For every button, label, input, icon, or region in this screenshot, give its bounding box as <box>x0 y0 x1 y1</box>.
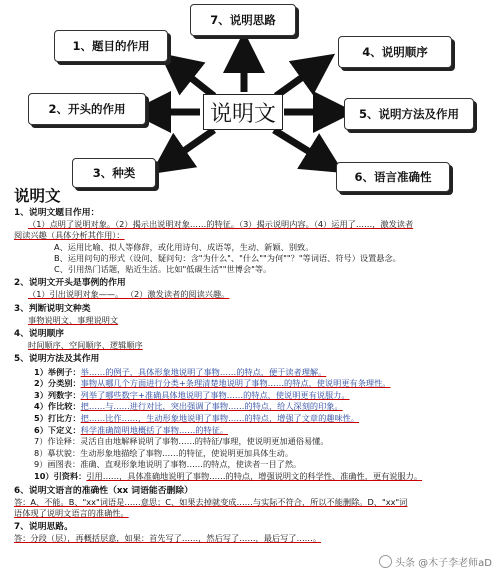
method-row <box>14 390 488 402</box>
method-label: 5）打比方： <box>34 413 81 424</box>
node-opening-function: 2、开头的作用 <box>28 93 146 125</box>
watermark-text: 头条 @木子李老师aD <box>394 558 492 569</box>
method-row <box>14 448 488 460</box>
node-title-function: 1、题目的作用 <box>54 30 168 62</box>
section-4-line: 时间顺序、空间顺序、逻辑顺序 <box>28 340 143 351</box>
node-thinking: 7、说明思路 <box>190 4 296 36</box>
method-label: 2）分类别： <box>34 378 81 389</box>
method-label: 1）举例子： <box>34 366 81 377</box>
section-1-line: （1）点明了说明对象。（2）揭示出说明对象……的特征。（3）揭示说明内容。（4）运用了……，激发读者 <box>28 219 414 230</box>
section-6-line: 答：A、不能。B、"xx"词语是……意思；C、如果去掉就变成……与实际不符合，所以不能删除。D、"xx"词 <box>14 496 408 507</box>
section-1-item-b: B、运用问句的形式（设问、疑问句：含"为什么"、"什么""为何""？"等词语、符号）设置悬念。 <box>54 252 401 263</box>
section-6-heading: 6、说明文语言的准确性（xx 词语能否删除） <box>14 485 193 496</box>
section-6-line: 语体现了说明文语言的准确性。 <box>14 507 129 518</box>
method-row <box>14 459 488 471</box>
method-label: 8）摹状貌： <box>34 447 81 458</box>
section-1-line: 阅读兴趣（具体分析其作用）： <box>14 230 125 241</box>
section-2-heading: 2、说明文开头是事例的作用 <box>14 278 126 289</box>
method-row <box>14 413 488 425</box>
method-text: 生动形象地描绘了事物……的特征，使说明更加具体生动。 <box>80 447 294 458</box>
section-7-line: 答：分段（层），再概括层意，如果：首先写了……，然后写了……，最后写了……。 <box>14 533 322 544</box>
method-label: 7）作诠释： <box>34 436 81 447</box>
arrow-down-left <box>168 130 214 162</box>
method-row <box>14 401 488 413</box>
method-label: 6）下定义： <box>34 424 81 435</box>
method-row <box>14 425 488 437</box>
method-row <box>14 367 488 379</box>
method-row <box>14 378 488 390</box>
section-1-item-c: C、引用热门话题，贴近生活。比如"低碳生活""世博会"等。 <box>54 264 272 275</box>
method-row <box>14 436 488 448</box>
arrow-up-right <box>276 66 318 96</box>
method-text: 举……的例子，具体形象地说明了事物……的特点，便于读者理解。 <box>80 366 327 377</box>
section-3-heading: 3、判断说明文种类 <box>14 303 91 314</box>
method-label: 10）引资料： <box>34 470 87 481</box>
document <box>14 187 488 545</box>
method-text: 把……比作……，生动形象地说明了事物……的特点，增强了文章的趣味性。 <box>80 413 360 424</box>
watermark-logo-icon <box>379 555 392 568</box>
doc-title: 说明文 <box>14 187 61 205</box>
section-1-item-a: A、运用比喻、拟人等修辞，或化用诗句、成语等，生动、新颖、别致。 <box>54 241 314 252</box>
method-text: 科学准确简明地概括了事物……的特征。 <box>80 424 229 435</box>
method-label: 4）作比较： <box>34 401 81 412</box>
methods-list <box>14 367 488 483</box>
arrow-down-right <box>274 130 326 162</box>
section-3-line: 事物说明文、事理说明文 <box>28 314 119 325</box>
node-methods: 5、说明方法及作用 <box>344 98 474 130</box>
mindmap-center: 说明文 <box>203 94 283 130</box>
method-row <box>14 471 488 483</box>
arrow-up-left <box>176 66 214 96</box>
watermark <box>379 554 492 569</box>
node-types: 3、种类 <box>72 158 156 188</box>
mindmap <box>0 0 500 190</box>
node-order: 4、说明顺序 <box>338 36 452 68</box>
method-text: 事物从哪几个方面进行分类+条理清楚地说明了事物……的特点，使说明更有条理性。 <box>80 378 391 389</box>
section-5-heading: 5、说明方法及其作用 <box>14 354 100 365</box>
method-text: 引用……，具体准确地说明了事物……的特点，增强说明文的科学性、准确性，更有说服力。 <box>86 470 423 481</box>
method-text: 列举了哪些数字+准确具体地说明了事物……的特点，使说明更有说服力。 <box>80 389 350 400</box>
method-label: 9）画图表： <box>34 459 81 470</box>
section-1-heading: 1、说明文题目作用： <box>14 208 100 218</box>
section-4-heading: 4、说明顺序 <box>14 329 65 340</box>
section-2-line: （1）引出说明对象——。 （2）激发读者的阅读兴趣。 <box>28 289 230 300</box>
method-text: 灵活自由地解释说明了事物……的特征/事理，使说明更加通俗易懂。 <box>80 436 329 447</box>
section-7-heading: 7、说明思路。 <box>14 522 73 533</box>
method-text: 准确、直观形象地说明了事物……的特点，使读者一目了然。 <box>80 459 302 470</box>
node-language: 6、语言准确性 <box>336 162 450 192</box>
method-label: 3）列数字： <box>34 389 81 400</box>
method-text: 把……与……进行对比，突出强调了事物……的特点，给人深刻的印象。 <box>80 401 343 412</box>
